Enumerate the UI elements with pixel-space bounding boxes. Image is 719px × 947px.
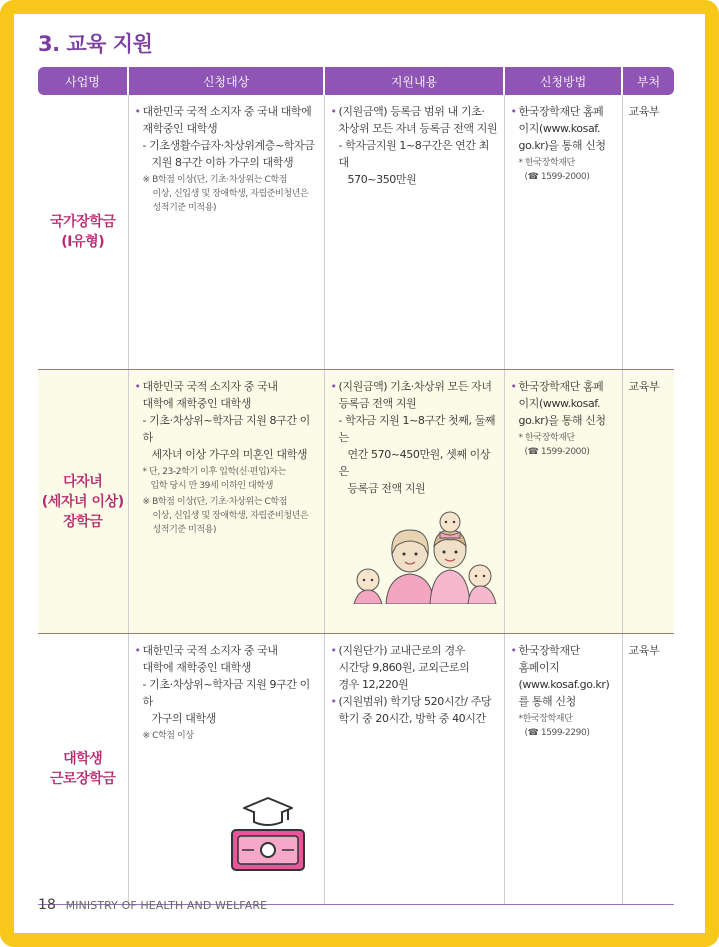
target-bullet: • 대한민국 국적 소지자 중 국내 대학에 재학중인 대학생 [135,378,318,412]
target-cell [128,370,324,634]
method-cell [504,95,622,370]
table-row [38,95,674,370]
graduation-certificate-illustration [226,796,310,874]
content-cell [324,634,504,905]
method-note: *한국장학재단 (☎ 1599-2290) [518,714,590,738]
header-content: 지원내용 [324,67,504,95]
method-note: * 한국장학재단 (☎ 1599-2000) [518,158,590,182]
table-row [38,634,674,905]
target-bullet: • 대한민국 국적 소지자 중 국내 대학에 재학중인 대학생 [135,642,318,676]
program-name-cell: 국가장학금 (Ⅰ유형) [38,95,128,370]
program-name-cell: 대학생 근로장학금 [38,634,128,905]
method-bullet: • 한국장학재단 홈페 이지(www.kosaf. go.kr)을 통해 신청 [511,103,616,154]
target-bullet: • 대한민국 국적 소지자 중 국내 대학에 재학중인 대학생 [135,103,318,137]
target-sub: - 기초생활수급자·차상위계층~학자금 지원 8구간 이하 가구의 대학생 [142,139,315,169]
family-illustration [350,510,500,604]
method-cell [504,370,622,634]
education-support-table [38,67,674,905]
method-bullet: • 한국장학재단 홈페이지 (www.kosaf.go.kr) 를 통해 신청 [511,642,616,710]
content-sub: - 학자금지원 1~8구간은 연간 최대 570~350만원 [338,139,489,186]
method-note: * 한국장학재단 (☎ 1599-2000) [518,433,590,457]
publisher-name: MINISTRY OF HEALTH AND WELFARE [65,899,268,912]
target-note: ※ C학점 이상 [142,731,194,741]
table-header-row [38,67,674,95]
content-sub: - 학자금 지원 1~8구간 첫째, 둘째는 연간 570~450만원, 셋째 이상은 등록금 전액 지원 [338,414,496,495]
page-number: 18 [38,897,57,913]
target-note: * 단, 23-2학기 이후 입학(신·편입)자는 입학 당시 만 39세 이하인 대학생 [142,467,286,491]
header-target: 신청대상 [128,67,324,95]
section-title: 3. 교육 지원 [38,32,153,56]
ministry-cell: 교육부 [622,370,674,634]
header-program: 사업명 [38,67,128,95]
method-cell [504,634,622,905]
target-cell [128,95,324,370]
content-bullet: • (지원금액) 기초·차상위 모든 자녀 등록금 전액 지원 [331,378,498,412]
header-ministry: 부처 [622,67,674,95]
ministry-cell: 교육부 [622,95,674,370]
page-footer [38,897,267,913]
content-cell [324,95,504,370]
header-method: 신청방법 [504,67,622,95]
target-note: ※ B학점 이상(단, 기초·차상위는 C학점 이상, 신입생 및 장애학생, 자립준비청년은 성적기준 미적용) [142,175,309,213]
target-note-grade: ※ B학점 이상(단, 기초·차상위는 C학점 이상, 신입생 및 장애학생, 자립준비청년은 성적기준 미적용) [142,497,309,535]
target-sub: - 기초·차상위~학자금 지원 9구간 이하 가구의 대학생 [142,678,310,725]
method-bullet: • 한국장학재단 홈페 이지(www.kosaf. go.kr)을 통해 신청 [511,378,616,429]
content-bullet-range: • (지원범위) 학기당 520시간/ 주당 학기 중 20시간, 방학 중 40시간 [331,693,498,727]
content-bullet: • (지원단가) 교내근로의 경우 시간당 9,860원, 교외근로의 경우 12,220원 [331,642,498,693]
ministry-cell: 교육부 [622,634,674,905]
program-name-cell: 다자녀 (세자녀 이상) 장학금 [38,370,128,634]
content-bullet: • (지원금액) 등록금 범위 내 기초· 차상위 모든 자녀 등록금 전액 지원 [331,103,498,137]
target-sub: - 기초·차상위~학자금 지원 8구간 이하 세자녀 이상 가구의 미혼인 대학생 [142,414,310,461]
